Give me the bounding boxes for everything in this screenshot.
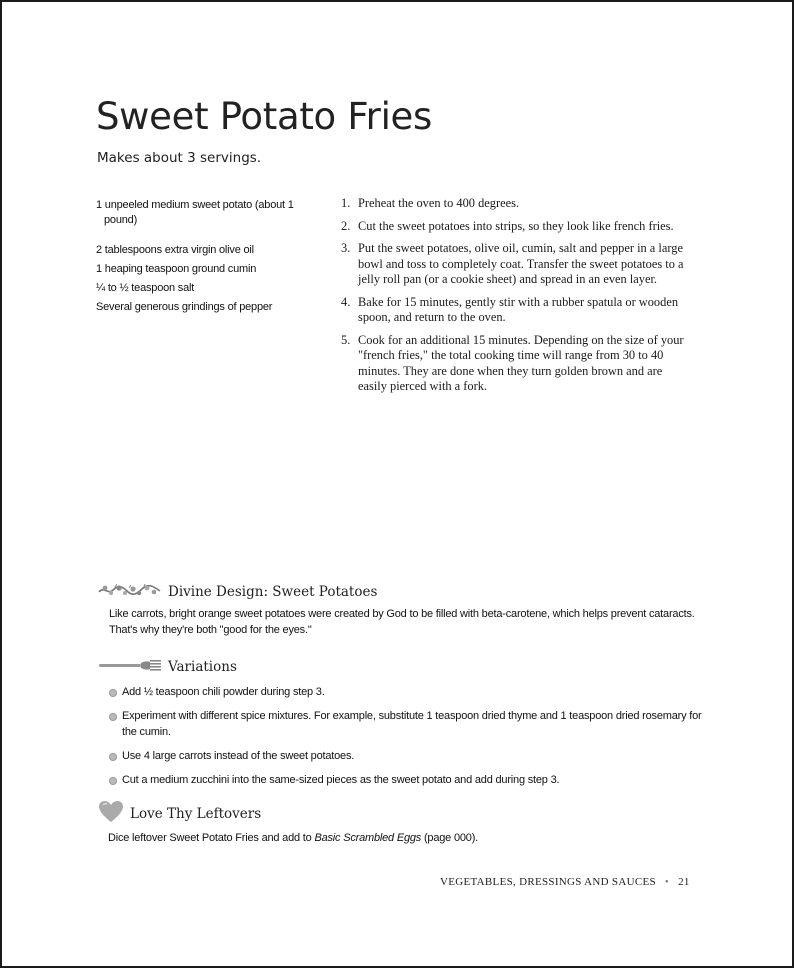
ingredient-item: Several generous grindings of pepper	[96, 301, 273, 313]
variation-text: Experiment with different spice mixtures. For example, substitute 1 teaspoon dried thyme and 1 teaspoon dried rosemary for the cumin.	[122, 710, 702, 738]
step-number: 1.	[341, 196, 351, 210]
leftovers-text	[108, 830, 698, 846]
variation-item	[106, 772, 706, 788]
variation-item	[106, 708, 706, 740]
variations-heading: Variations	[168, 659, 237, 675]
vine-icon	[98, 583, 162, 601]
page-number: 21	[678, 876, 690, 888]
divine-design-heading: Divine Design: Sweet Potatoes	[168, 584, 378, 600]
leftovers-heading-row	[98, 800, 261, 828]
step-text: Bake for 15 minutes, gently stir with a rubber spatula or wooden spoon, and return to the oven.	[358, 294, 679, 324]
step-text: Put the sweet potatoes, olive oil, cumin, salt and pepper in a large bowl and toss to completely coat. Transfer the sweet potatoes to a jelly roll pan (or a cookie sheet) and spread in an even layer.	[358, 241, 684, 286]
bullet-icon	[109, 713, 117, 721]
variation-item	[106, 748, 706, 764]
step-text: Cut the sweet potatoes into strips, so they look like french fries.	[358, 218, 674, 233]
step-number: 2.	[341, 218, 351, 233]
instruction-steps	[341, 196, 686, 402]
instruction-step	[341, 196, 686, 212]
step-number: 5.	[341, 332, 351, 347]
recipe-servings: Makes about 3 servings.	[97, 150, 262, 166]
heart-icon	[98, 800, 124, 828]
bullet-icon	[109, 777, 117, 785]
variations-list	[106, 684, 706, 796]
step-text: Cook for an additional 15 minutes. Depending on the size of your "french fries," the total cooking time will range from 30 to 40 minutes. They are done when they turn golden brown and are easily pierced with a fork.	[358, 332, 684, 393]
page-footer	[440, 876, 690, 888]
recipe-title: Sweet Potato Fries	[96, 95, 432, 138]
divine-design-heading-row	[98, 583, 377, 601]
footer-section-title: VEGETABLES, DRESSINGS AND SAUCES	[440, 876, 656, 888]
variations-heading-row	[98, 658, 237, 676]
ingredient-item: 2 tablespoons extra virgin olive oil	[96, 244, 254, 256]
recipe-reference: Basic Scrambled Eggs	[314, 832, 422, 844]
instruction-step	[341, 241, 686, 288]
bullet-icon	[109, 689, 117, 697]
fork-icon	[98, 658, 162, 676]
ingredient-item: ¼ to ½ teaspoon salt	[96, 282, 195, 294]
step-number: 3.	[341, 241, 351, 255]
bullet-icon	[109, 753, 117, 761]
leftovers-text-end: (page 000).	[421, 832, 479, 844]
ingredient-item: 1 heaping teaspoon ground cumin	[96, 263, 257, 275]
leftovers-heading: Love Thy Leftovers	[130, 806, 262, 822]
instruction-step	[341, 219, 686, 235]
ingredient-item: 1 unpeeled medium sweet potato (about 1 pound)	[96, 199, 294, 226]
variation-text: Use 4 large carrots instead of the sweet potatoes.	[122, 750, 355, 762]
instruction-step	[341, 295, 686, 326]
variation-text: Add ½ teaspoon chili powder during step 3.	[122, 686, 325, 698]
divine-design-text: Like carrots, bright orange sweet potatoes were created by God to be filled with beta-carotene, which helps prevent cataracts. That's why they're both "good for the eyes."	[109, 608, 695, 636]
footer-separator: •	[664, 876, 670, 888]
step-number: 4.	[341, 294, 351, 309]
ingredient-list	[96, 198, 306, 319]
leftovers-text-start: Dice leftover Sweet Potato Fries and add to	[108, 832, 315, 844]
step-text: Preheat the oven to 400 degrees.	[358, 196, 520, 210]
variation-text: Cut a medium zucchini into the same-sized pieces as the sweet potato and add during step 3.	[122, 774, 560, 786]
variation-item	[106, 684, 706, 700]
instruction-step	[341, 333, 686, 395]
